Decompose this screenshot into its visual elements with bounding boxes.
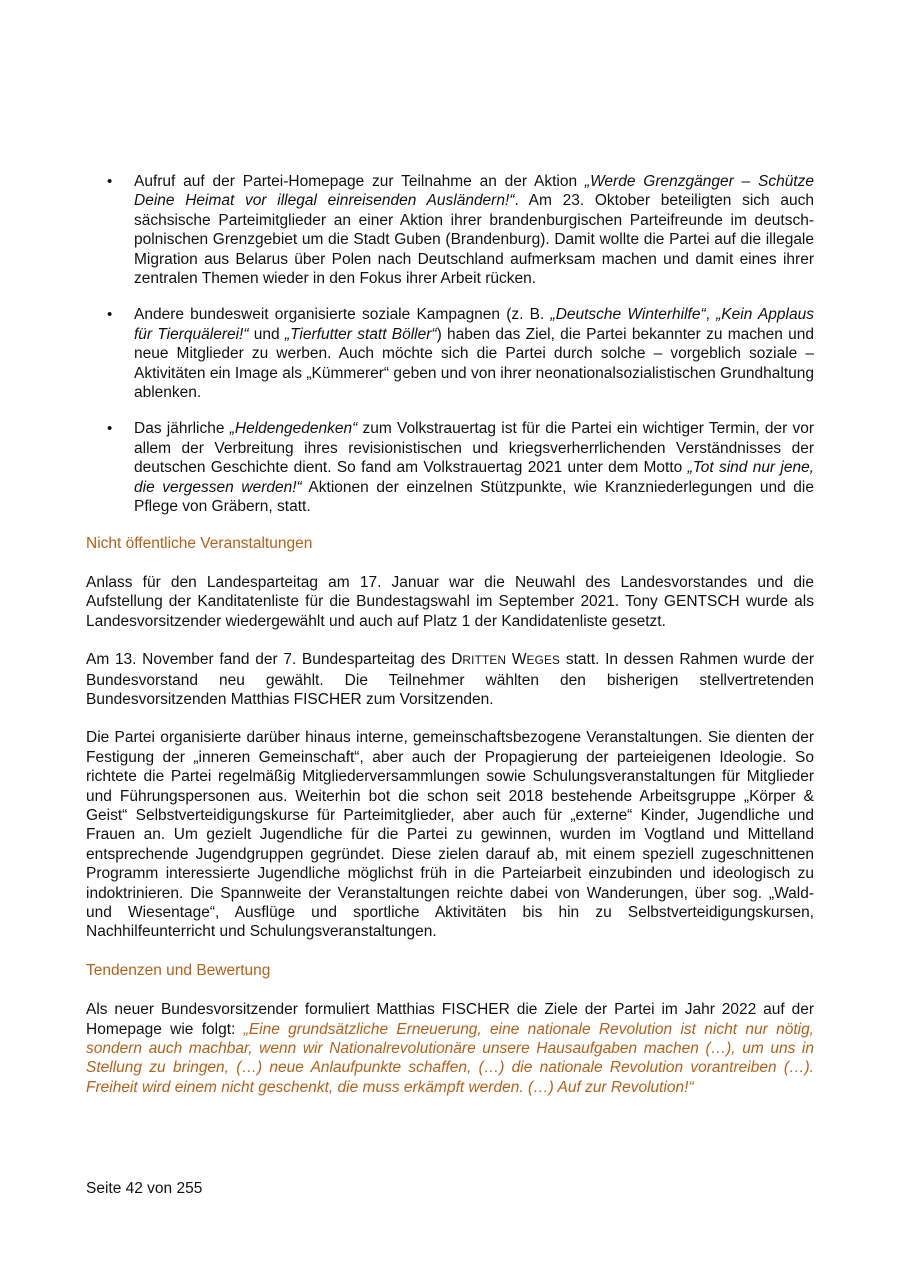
campaign-name: „Tierfutter statt Böller“: [284, 325, 437, 343]
paragraph-bundesparteitag: Am 13. November fand der 7. Bundesparteitag des DRITTEN WEGES statt. In dessen Rahmen wurde der Bundesvorstand neu gewählt. Die Teilnehmer wählten den bisherigen stellvertretenden Bundesvorsitzenden Matthias FISCHER zum Vorsitzenden.: [86, 651, 814, 708]
bullet-item-heldengedenken: • Das jährliche „Heldengedenken“ zum Volkstrauertag ist für die Partei ein wichtiger Termin, der vor allem der Verbreitung ihres revisionistischen und kriegsverherrlichenden Verständnisses der deutschen Geschichte dient. So fand am Volkstrauertag 2021 unter dem Motto „Tot sind nur jene, die vergessen werden!“ Aktionen der einzelnen Stützpunkte, wie Kranzniederlegungen und die Pflege von Gräbern, statt.: [107, 420, 814, 516]
bullet-icon: •: [107, 306, 113, 324]
campaign-name: „Deutsche Winterhilfe“: [550, 306, 706, 324]
section-heading-tendenzen: Tendenzen und Bewertung: [86, 961, 271, 979]
bullet-list: [86, 172, 814, 517]
party-name: DRITTEN WEGES: [451, 651, 561, 669]
page-number: Seite 42 von 255: [86, 1180, 203, 1197]
fischer-quote: „Eine grundsätzliche Erneuerung, eine nationale Revolution ist nicht nur nötig, sondern auch machbar, wenn wir Nationalrevolutionäre unsere Hausaufgaben machen (…), um uns in Stellung zu bringen, (…) neue Anlaufpunkte schaffen, (…) die nationale Revolution vorantreiben (…). Freiheit wird einem nicht geschenkt, die muss erkämpft werden. (…) Auf zur Revolution!“: [86, 1020, 814, 1096]
campaign-name: „Kein Applaus für Tierquälerei!“: [134, 306, 814, 343]
campaign-quote: „Werde Grenzgänger – Schütze Deine Heimat vor illegal einreisenden Ausländern!“: [134, 173, 814, 210]
paragraph-bewertung: Als neuer Bundesvorsitzender formuliert Matthias FISCHER die Ziele der Partei im Jahr 2022 auf der Homepage wie folgt: „Eine grundsätzliche Erneuerung, eine nationale Revolution ist nicht nur nötig, sondern auch machbar, wenn wir Nationalrevolutionäre unsere Hausaufgaben machen (…), um uns in Stellung zu bringen, (…) neue Anlaufpunkte schaffen, (…) die nationale Revolution vorantreiben (…). Freiheit wird einem nicht geschenkt, die muss erkämpft werden. (…) Auf zur Revolution!“: [86, 1001, 814, 1096]
motto-quote: „Tot sind nur jene, die vergessen werden!“: [134, 459, 814, 496]
bullet-icon: •: [107, 173, 113, 190]
event-name: „Heldengedenken“: [229, 420, 358, 438]
bullet-item-kampagnen: • Andere bundesweit organisierte soziale Kampagnen (z. B. „Deutsche Winterhilfe“, „Kein Applaus für Tierquälerei!“ und „Tierfutter statt Böller“) haben das Ziel, die Partei bekannter zu machen und neue Mitglieder zu werben. Auch möchte sich die Partei durch solche – vorgeblich soziale – Aktivitäten ein Image als „Kümmerer“ geben und von ihrer neonationalsozialistischen Grundhaltung ablenken.: [107, 306, 814, 402]
section-heading-veranstaltungen: Nicht öffentliche Veranstaltungen: [86, 534, 313, 552]
document-body: [86, 172, 814, 1116]
paragraph-interne-veranstaltungen: Die Partei organisierte darüber hinaus interne, gemeinschaftsbezogene Veranstaltungen. Sie dienten der Festigung der „inneren Gemeinschaft“, aber auch der Propagierung der parteieigenen Ideologie. So richtete die Partei regelmäßig Mitgliederversammlungen sowie Schulungsveranstaltungen für Mitglieder und Führungspersonen aus. Weiterhin bot die schon seit 2018 bestehende Arbeitsgruppe „Körper & Geist“ Selbstverteidigungskurse für Parteimitglieder, aber auch für „externe“ Kinder, Jugendliche und Frauen an. Um gezielt Jugendliche für die Partei zu gewinnen, wurden im Vogtland und Mittelland entsprechende Jugendgruppen gegründet. Diese zielen darauf ab, mit einem speziell zugeschnittenen Programm interessierte Jugendliche möglichst früh in die Parteiarbeit einzubinden und ideologisch zu indoktrinieren. Die Spannweite der Veranstaltungen reichte dabei von Wanderungen, über sog. „Wald- und Wiesentage“, Ausflüge und sportliche Aktivitäten bis hin zu Selbstverteidigungskursen, Nachhilfeunterricht und Schulungsveranstaltungen.: [86, 729, 814, 941]
paragraph-landesparteitag: Anlass für den Landesparteitag am 17. Januar war die Neuwahl des Landesvorstandes und die Aufstellung der Kanditatenliste für die Bundestagswahl im September 2021. Tony GENTSCH wurde als Landesvorsitzender wiedergewählt und auch auf Platz 1 der Kandidatenliste gesetzt.: [86, 573, 814, 630]
bullet-item-grenzgaenger: • Aufruf auf der Partei-Homepage zur Teilnahme an der Aktion „Werde Grenzgänger – Schütze Deine Heimat vor illegal einreisenden Ausländern!“. Am 23. Oktober beteiligten sich auch sächsische Parteimitglieder an einer Aktion ihrer brandenburgischen Parteifreunde im deutsch-polnischen Grenzgebiet um die Stadt Guben (Brandenburg). Damit wollte die Partei auf die illegale Migration aus Belarus über Polen nach Deutschland aufmerksam machen und damit eines ihrer zentralen Themen wieder in den Fokus ihrer Arbeit rücken.: [107, 173, 814, 288]
bullet-icon: •: [107, 420, 113, 438]
